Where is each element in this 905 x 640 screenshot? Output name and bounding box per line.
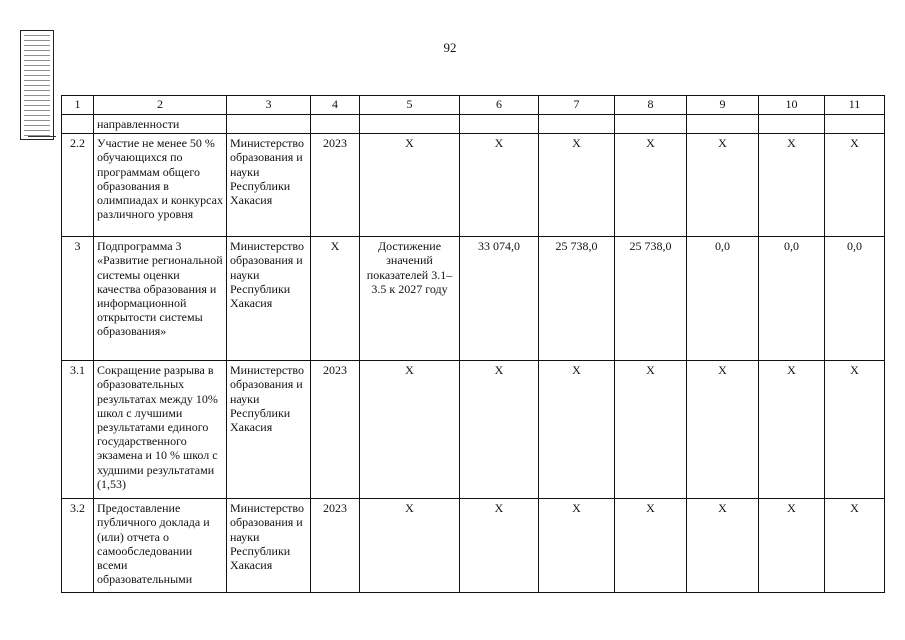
table-row: [62, 134, 885, 237]
expected-result: Достижение значений показателей 3.1–3.5 к 2027 году: [360, 237, 460, 361]
continuation-row: [62, 115, 885, 134]
expected-result: Х: [360, 134, 460, 237]
row-number: 3: [62, 237, 94, 361]
column-header: 3: [227, 96, 311, 115]
activity-name: Предоставление публичного доклада и (или) отчета о самообследовании всеми образовательными: [94, 499, 227, 593]
executor: Министерство образования и науки Республики Хакасия: [227, 499, 311, 593]
value-col-6: 33 074,0: [460, 237, 539, 361]
column-header: 10: [759, 96, 825, 115]
column-header: 1: [62, 96, 94, 115]
value-col-8: Х: [615, 499, 687, 593]
value-col-9: Х: [687, 134, 759, 237]
column-header: 11: [825, 96, 885, 115]
value-col-10: Х: [759, 134, 825, 237]
value-col-7: Х: [539, 134, 615, 237]
table-cell: [539, 115, 615, 134]
row-number: 2.2: [62, 134, 94, 237]
column-header: 9: [687, 96, 759, 115]
value-col-6: Х: [460, 499, 539, 593]
column-header: 8: [615, 96, 687, 115]
table-cell: [311, 115, 360, 134]
row-number: 3.2: [62, 499, 94, 593]
column-header: 5: [360, 96, 460, 115]
table-cell: [360, 115, 460, 134]
activity-name: Сокращение разрыва в образовательных результатах между 10% школ с лучшими результатами единого государственного экзамена и 10 % школ с худшими результатами (1,53): [94, 361, 227, 499]
table-cell: [687, 115, 759, 134]
value-col-11: Х: [825, 499, 885, 593]
table-row: [62, 237, 885, 361]
column-number-row: [62, 96, 885, 115]
table-cell: [825, 115, 885, 134]
value-col-6: Х: [460, 134, 539, 237]
program-table: [61, 95, 885, 593]
stamp-text-lines: [24, 34, 50, 136]
expected-result: Х: [360, 361, 460, 499]
row-number: 3.1: [62, 361, 94, 499]
value-col-10: 0,0: [759, 237, 825, 361]
value-col-10: Х: [759, 361, 825, 499]
registration-stamp: [20, 30, 54, 140]
year: Х: [311, 237, 360, 361]
column-header: 7: [539, 96, 615, 115]
value-col-11: Х: [825, 134, 885, 237]
value-col-11: Х: [825, 361, 885, 499]
value-col-9: 0,0: [687, 237, 759, 361]
value-col-8: Х: [615, 134, 687, 237]
expected-result: Х: [360, 499, 460, 593]
value-col-8: 25 738,0: [615, 237, 687, 361]
year: 2023: [311, 361, 360, 499]
table-cell: [460, 115, 539, 134]
value-col-6: Х: [460, 361, 539, 499]
page-number: 92: [443, 40, 457, 55]
table-row: [62, 499, 885, 593]
executor: Министерство образования и науки Республики Хакасия: [227, 134, 311, 237]
year: 2023: [311, 134, 360, 237]
table-row: [62, 361, 885, 499]
value-col-7: Х: [539, 361, 615, 499]
value-col-7: Х: [539, 499, 615, 593]
table-cell: [759, 115, 825, 134]
value-col-10: Х: [759, 499, 825, 593]
column-header: 4: [311, 96, 360, 115]
table-cell: [615, 115, 687, 134]
activity-name: Подпрограмма 3 «Развитие региональной системы оценки качества образования и информационной открытости системы образования»: [94, 237, 227, 361]
activity-name: Участие не менее 50 % обучающихся по программам общего образования в олимпиадах и конкурсах различного уровня: [94, 134, 227, 237]
table-cell: [227, 115, 311, 134]
continuation-text: направленности: [94, 115, 227, 134]
value-col-9: Х: [687, 361, 759, 499]
executor: Министерство образования и науки Республики Хакасия: [227, 237, 311, 361]
value-col-9: Х: [687, 499, 759, 593]
stamp-underline: [28, 136, 56, 137]
table-cell: [62, 115, 94, 134]
executor: Министерство образования и науки Республики Хакасия: [227, 361, 311, 499]
value-col-8: Х: [615, 361, 687, 499]
value-col-7: 25 738,0: [539, 237, 615, 361]
column-header: 2: [94, 96, 227, 115]
value-col-11: 0,0: [825, 237, 885, 361]
column-header: 6: [460, 96, 539, 115]
year: 2023: [311, 499, 360, 593]
